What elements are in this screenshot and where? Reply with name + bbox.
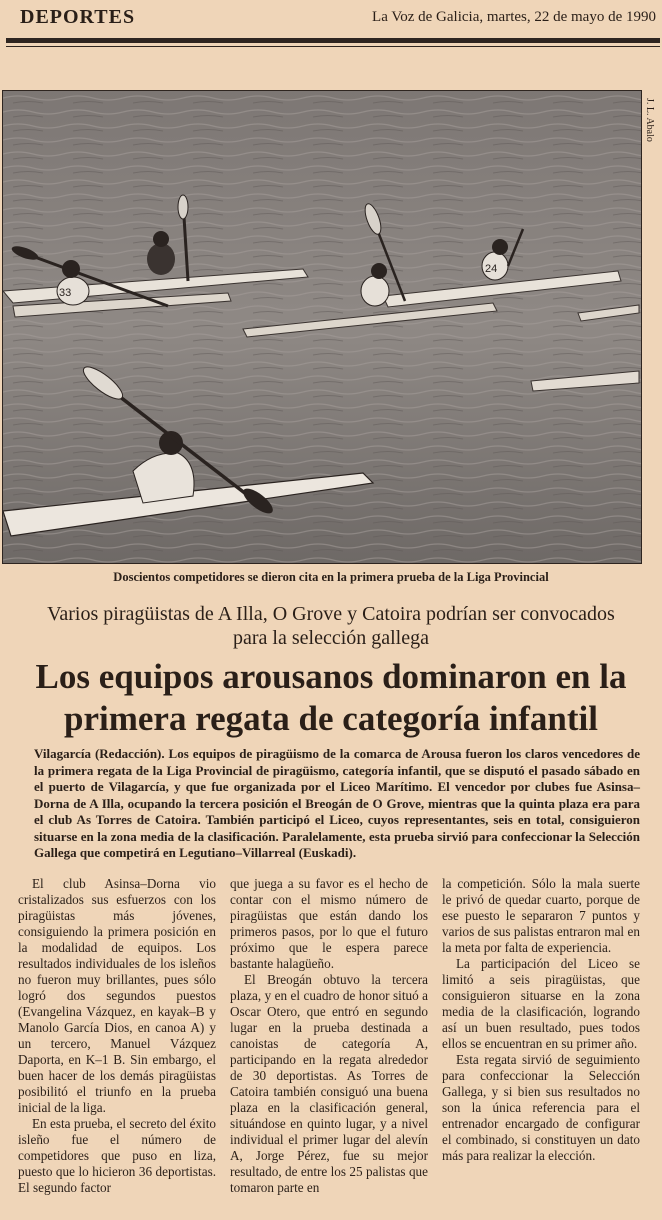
lead-paragraph: Vilagarcía (Redacción). Los equipos de piragüismo de la comarca de Arousa fueron los claros vencedores de la primera regata de la Liga Provincial de piragüismo, categoría infantil, que se disputó el pasado sábado en el puerto de Vilagarcía, y que fue organizada por el Liceo Marítimo. El vencedor por clubes fue Asinsa–Dorna de A Illa, ocupando la tercera posición el Breogán de O Grove, mientras que la quinta plaza era para el club As Torres de Catoira. También participó el Liceo, cuyos representantes, seis en total, consiguieron situarse en la zona media de la clasificación. Paralelamente, esta prueba sirvió para confeccionar la Selección Gallega que competirá en Legutiano–Villarreal (Euskadi). [34,746,640,860]
body-paragraph: El Breogán obtuvo la tercera plaza, y en el cuadro de honor situó a Oscar Otero, que entró en segundo lugar en la prueba destinada a canoistas de categoría A, participando en la regata alrededor de 30 deportistas. As Torres de Catoira también consiguó una buena plaza en la clasificación general, situándose en quinto lugar, y a nivel individual el primer lugar del alevín A, Jorge Pérez, fue su mejor resultado, de entre los 25 palistas que tomaron parte en [230,972,428,1195]
dateline: La Voz de Galicia, martes, 22 de mayo de 1990 [372,9,656,25]
body-paragraph: Esta regata sirvió de seguimiento para confeccionar la Selección Gallega, y si bien sus resultados no son la única referencia para el entrenador encargado de configurar el combinado, si constituyen un dato más para realizar la elección. [442,1052,640,1163]
kayak-scene-illustration [3,91,641,563]
header-rule-thick [6,38,660,43]
body-paragraph: El club Asinsa–Dorna vio cristalizados sus esfuerzos con los piragüistas más jóvenes, consiguiendo la primera posición en la modalidad de equipos. Los resultados individuales de los isleños no fueron muy brillantes, pues sólo logró dos segundos puestos (Evangelina Vázquez, en kayak–B y Manolo García Dios, en canoa A) y un tercero, Manuel Vázquez Daporta, en K–1 B. Sin embargo, el buen hacer de los demás piragüistas posibilitó el triunfo en la prueba inicial de la liga. [18,876,216,1115]
bib-number-left: 33 [59,287,72,299]
page-header [0,0,662,38]
body-paragraph: que juega a su favor es el hecho de contar con el mismo número de piragüistas que están dando los primeros pasos, por lo que el futuro próximo que le espera parece bastante halagüeño. [230,876,428,971]
body-paragraph: La participación del Liceo se limitó a seis piragüistas, que consiguieron situarse en la zona media de la clasificación, logrando así un buen resultado, pues todos ellos se encuentran en su primer año. [442,956,640,1051]
article-headline: Los equipos arousanos dominaron en la primera regata de categoría infantil [35,657,627,738]
body-column-1 [18,876,216,1216]
article-lead [34,746,640,862]
body-paragraph: la competición. Sólo la mala suerte le privó de quedar cuarto, porque de ese puesto le separaron 7 puntos y varios de sus palistas entraron mal en la meta por falta de experiencia. [442,876,640,955]
bib-number-right: 24 [485,263,498,275]
header-rule-thin [6,46,660,47]
section-title: DEPORTES [20,6,136,28]
photo-credit: J. L. Abalo [644,98,655,142]
article-body [18,876,640,1216]
body-column-3 [442,876,640,1216]
body-column-2 [230,876,428,1216]
body-paragraph: En esta prueba, el secreto del éxito isleño fue el número de competidores que puso en liza, puesto que lo hicieron 36 deportistas. El segundo factor [18,1116,216,1195]
regatta-photo [2,90,642,564]
article-subhead: Varios piragüistas de A Illa, O Grove y Catoira podrían ser convocados para la selección gallega [47,603,615,649]
photo-caption: Doscientos competidores se dieron cita en la primera prueba de la Liga Provincial [113,570,549,584]
